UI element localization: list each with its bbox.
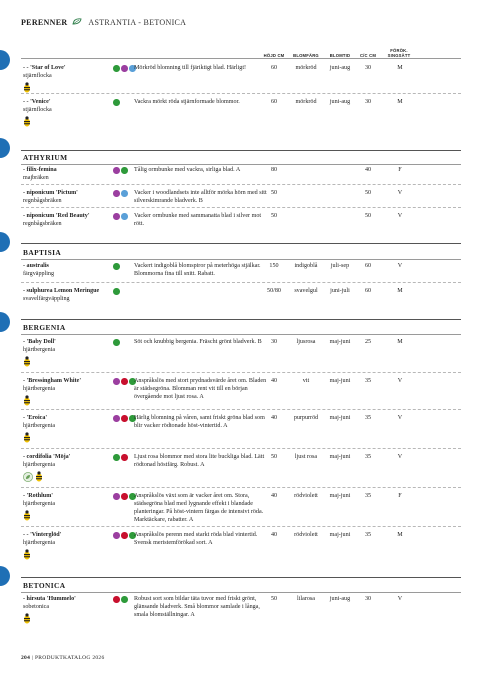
col-flower-color: BLOMFÄRG: [293, 53, 319, 58]
plant-description: Vacker ormbunke med sammanatta blad i silver mot rött.: [134, 213, 262, 227]
plant-description: Anspråkslös växt som är vacker året om. Stora, städsegröna blad med lygnande effekt i blandade planteringar. På höst-vintern färgas de intensivt röda. Marktäckare, rabatter. A: [134, 493, 264, 523]
plant-common-name: hjärtbergenia: [23, 386, 56, 392]
purple-dot-icon: [113, 378, 120, 385]
row-separator: [21, 448, 461, 449]
symbol-dots: [113, 493, 136, 500]
footer-separator: |: [31, 655, 34, 661]
plant-variety: - 'Bressingham White': [23, 378, 82, 384]
green-dot-icon: [113, 65, 120, 72]
col-height: HÖJD CM: [263, 53, 285, 58]
section-title: BERGENIA: [23, 323, 66, 332]
height-value: 30: [270, 339, 278, 345]
spacing-value: 50: [364, 190, 372, 196]
plant-variety: - hirsuta 'Hummelo': [23, 596, 76, 602]
plant-variety: - sulphurea Lemon Meringue: [23, 288, 100, 294]
plant-common-name: hjärtbergenia: [23, 423, 56, 429]
purple-dot-icon: [113, 167, 120, 174]
plant-name: [23, 262, 109, 278]
height-value: 50: [270, 596, 278, 602]
plant-variety: - 'Rothlum': [23, 493, 53, 499]
flower-time-value: maj-juni: [329, 339, 351, 345]
plant-variety: - filix-femina: [23, 167, 57, 173]
bee-icon: [23, 430, 31, 448]
height-value: 50: [270, 190, 278, 196]
subcategory-title: ASTRANTIA - BETONICA: [88, 18, 187, 27]
plant-description: Vackert indigoblå blomspiror på meterhöga stjälkar. Blommorna fina till snitt. Rabatt.: [134, 263, 261, 277]
bee-icon: [23, 354, 31, 372]
propagation-value: V: [397, 415, 403, 421]
height-value: 80: [270, 167, 278, 173]
plant-description: Anspråkslös perenn med starkt röda blad vintertid. Svensk meristemförökad sort. A: [134, 532, 258, 546]
bee-icon: [23, 508, 31, 526]
page-header: [21, 18, 186, 27]
plant-common-name: stjärnflocka: [23, 107, 52, 113]
flower-time-value: juli-sep: [330, 263, 350, 269]
height-value: 50: [270, 454, 278, 460]
section-divider: [21, 577, 461, 578]
flower-color-value: ljusrosa: [296, 339, 316, 345]
side-tab: [0, 138, 10, 158]
bee-icon: [35, 469, 43, 487]
section-title: BAPTISIA: [23, 248, 62, 257]
flower-color-value: purpurröd: [293, 415, 319, 421]
symbol-dots: [113, 596, 128, 603]
plant-name: [23, 492, 109, 508]
spacing-value: 30: [364, 99, 372, 105]
row-separator: [21, 93, 461, 94]
row-separator: [21, 282, 461, 283]
flower-color-value: lilarosa: [297, 596, 315, 602]
plant-description: Vackra mörkt röda stjärnformade blommor.: [134, 99, 240, 105]
plant-description: Härlig blomning på våren, samt friskt gröna blad som blir vacker rödtonade höst-vintertid. A: [134, 415, 265, 429]
height-value: 150: [269, 263, 279, 269]
symbol-dots: [113, 263, 120, 270]
flower-time-value: juni-juli: [330, 288, 350, 294]
green-dot-icon: [113, 454, 120, 461]
flower-time-value: maj-juni: [329, 415, 351, 421]
plant-description: Tålig ormbunke med vackra, sirliga blad. A: [134, 167, 241, 173]
flower-color-value: rödviolett: [294, 532, 318, 538]
spacing-value: 60: [364, 288, 372, 294]
propagation-value: M: [397, 288, 403, 294]
flower-time-value: maj-juni: [329, 454, 351, 460]
plant-common-name: regnbågsbräken: [23, 221, 62, 227]
section-title-divider: [21, 334, 461, 335]
propagation-value: V: [397, 213, 403, 219]
plant-variety: - 'Baby Doll': [23, 339, 56, 345]
section-title-divider: [21, 592, 461, 593]
row-separator: [21, 184, 461, 185]
plant-name: [23, 338, 109, 354]
spacing-value: 40: [364, 167, 372, 173]
row-separator: [21, 372, 461, 373]
col-spacing: C/C CM: [359, 53, 377, 58]
symbol-dots: [113, 339, 120, 346]
plant-common-name: hjärtbergenia: [23, 347, 56, 353]
flower-color-value: vit: [302, 378, 310, 384]
spacing-value: 30: [364, 596, 372, 602]
plant-name: [23, 212, 109, 228]
plant-description: Anspråkslös med stort prydnadsvärde året om. Bladen är städsegröna. Blomman rent vit till en början övergående mot ljust rosa. A: [134, 378, 267, 400]
row-separator: [21, 207, 461, 208]
category-title: PERENNER: [21, 18, 68, 27]
plant-common-name: hjärtbergenia: [23, 501, 56, 507]
plant-variety: - niponicum 'Pictum': [23, 190, 78, 196]
plant-variety: - - 'Star of Love': [23, 65, 66, 71]
side-tab: [0, 232, 10, 252]
red-dot-icon: [121, 378, 128, 385]
section-title: BETONICA: [23, 581, 66, 590]
symbol-dots: [113, 190, 128, 197]
page-number: 204: [21, 655, 31, 661]
section-divider: [21, 319, 461, 320]
plant-variety: - niponicum 'Red Beauty': [23, 213, 90, 219]
plant-name: [23, 595, 109, 611]
green-dot-icon: [113, 288, 120, 295]
spacing-value: 35: [364, 532, 372, 538]
spacing-value: 35: [364, 415, 372, 421]
spacing-value: 35: [364, 493, 372, 499]
symbol-dots: [113, 288, 120, 295]
spacing-value: 35: [364, 454, 372, 460]
plant-variety: - - 'Venice': [23, 99, 51, 105]
plant-description: Robust sort som bildar täta tuvor med friskt grönt, glänsande bladverk. Små blommor samlade i långa, smala blomställningar. A: [134, 596, 260, 618]
plant-name: [23, 453, 109, 469]
purple-dot-icon: [113, 190, 120, 197]
symbol-dots: [113, 532, 136, 539]
plant-common-name: sobetonica: [23, 604, 50, 610]
propagation-value: F: [398, 493, 402, 499]
section-divider: [21, 150, 461, 151]
plant-common-name: färgväppling: [23, 271, 55, 277]
leaf-badge-icon: [23, 469, 33, 487]
plant-description: Ljust rosa blommor med stora lite buckliga blad. Lätt rödtonad höstfärg. Robust. A: [134, 454, 265, 468]
symbol-dots: [113, 378, 136, 385]
plant-common-name: hjärtbergenia: [23, 540, 56, 546]
plant-variety: - 'Eroica': [23, 415, 48, 421]
flower-time-value: maj-juni: [329, 532, 351, 538]
height-value: 40: [270, 415, 278, 421]
plant-common-name: hjärtbergenia: [23, 462, 56, 468]
symbol-dots: [113, 167, 128, 174]
red-dot-icon: [121, 532, 128, 539]
spacing-value: 35: [364, 378, 372, 384]
plant-common-name: majbräken: [23, 175, 49, 181]
flower-color-value: mörkröd: [295, 99, 317, 105]
flower-time-value: juni-aug: [329, 596, 351, 602]
plant-name: [23, 414, 109, 430]
section-title: ATHYRIUM: [23, 153, 68, 162]
flower-color-value: indigoblå: [294, 263, 318, 269]
col-propagation: FÖRÖK. SINGSÄTT: [387, 48, 411, 58]
green-dot-icon: [113, 339, 120, 346]
flower-color-value: svavelgul: [294, 288, 318, 294]
spacing-value: 25: [364, 339, 372, 345]
catalog-name: PRODUKTKATALOG 2026: [34, 655, 105, 661]
row-separator: [21, 409, 461, 410]
spacing-value: 60: [364, 263, 372, 269]
red-dot-icon: [113, 596, 120, 603]
green-dot-icon: [121, 596, 128, 603]
propagation-value: M: [397, 99, 403, 105]
height-value: 50/80: [267, 288, 281, 294]
propagation-value: M: [397, 65, 403, 71]
plant-name: [23, 98, 109, 114]
side-tab: [0, 312, 10, 332]
bee-icon: [23, 114, 31, 132]
plant-variety: - australis: [23, 263, 49, 269]
plant-common-name: svavelfärgväppling: [23, 296, 70, 302]
flower-time-value: juni-aug: [329, 65, 351, 71]
height-value: 50: [270, 213, 278, 219]
blue-dot-icon: [121, 190, 128, 197]
plant-common-name: stjärnflocka: [23, 73, 52, 79]
plant-description: Mörkröd blomning till fjäriktigt blad. Härligt!: [134, 65, 247, 71]
column-headers: [0, 38, 480, 58]
flower-time-value: maj-juni: [329, 378, 351, 384]
red-dot-icon: [121, 454, 128, 461]
plant-name: [23, 377, 109, 393]
plant-variety: - - 'Vinterglöd': [23, 532, 62, 538]
purple-dot-icon: [113, 415, 120, 422]
side-tab: [0, 566, 10, 586]
bee-icon: [23, 547, 31, 565]
blue-dot-icon: [121, 213, 128, 220]
purple-dot-icon: [113, 213, 120, 220]
page-footer: [21, 655, 105, 661]
propagation-value: V: [397, 190, 403, 196]
height-value: 40: [270, 378, 278, 384]
propagation-value: V: [397, 378, 403, 384]
propagation-value: V: [397, 596, 403, 602]
flower-color-value: mörkröd: [295, 65, 317, 71]
purple-dot-icon: [113, 532, 120, 539]
section-title-divider: [21, 259, 461, 260]
spacing-value: 50: [364, 213, 372, 219]
height-value: 60: [270, 99, 278, 105]
symbol-dots: [113, 65, 136, 72]
symbol-dots: [113, 454, 128, 461]
flower-time-value: maj-juni: [329, 493, 351, 499]
symbol-dots: [113, 99, 120, 106]
bee-icon: [23, 80, 31, 98]
purple-dot-icon: [121, 65, 128, 72]
section-divider: [21, 243, 461, 244]
height-value: 60: [270, 65, 278, 71]
flower-time-value: juni-aug: [329, 99, 351, 105]
row-separator: [21, 526, 461, 527]
symbol-dots: [113, 213, 128, 220]
plant-description: Vacker i woodlandsets inte alltför mörka hörn med sitt silverskimrande bladverk. B: [134, 190, 267, 204]
symbol-dots: [113, 415, 136, 422]
green-dot-icon: [121, 167, 128, 174]
green-dot-icon: [113, 99, 120, 106]
red-dot-icon: [121, 415, 128, 422]
plant-name: [23, 189, 109, 205]
height-value: 40: [270, 493, 278, 499]
propagation-value: M: [397, 339, 403, 345]
plant-name: [23, 287, 109, 303]
bee-icon: [23, 611, 31, 629]
plant-variety: - cordifolia 'Möja': [23, 454, 71, 460]
plant-name: [23, 64, 109, 80]
col-flower-time: BLOMTID: [329, 53, 351, 58]
flower-color-value: ljust rosa: [294, 454, 318, 460]
propagation-value: F: [398, 167, 402, 173]
leaf-icon: [72, 18, 82, 27]
propagation-value: V: [397, 454, 403, 460]
height-value: 40: [270, 532, 278, 538]
section-divider: [21, 58, 461, 59]
propagation-value: M: [397, 532, 403, 538]
plant-name: [23, 166, 109, 182]
propagation-value: V: [397, 263, 403, 269]
red-dot-icon: [121, 493, 128, 500]
section-title-divider: [21, 164, 461, 165]
plant-description: Söt och knubbig bergenia. Fräscht grönt bladverk. B: [134, 339, 262, 345]
green-dot-icon: [113, 263, 120, 270]
row-separator: [21, 487, 461, 488]
purple-dot-icon: [113, 493, 120, 500]
plant-name: [23, 531, 109, 547]
flower-color-value: rödviolett: [294, 493, 318, 499]
plant-common-name: regnbågsbräken: [23, 198, 62, 204]
spacing-value: 30: [364, 65, 372, 71]
